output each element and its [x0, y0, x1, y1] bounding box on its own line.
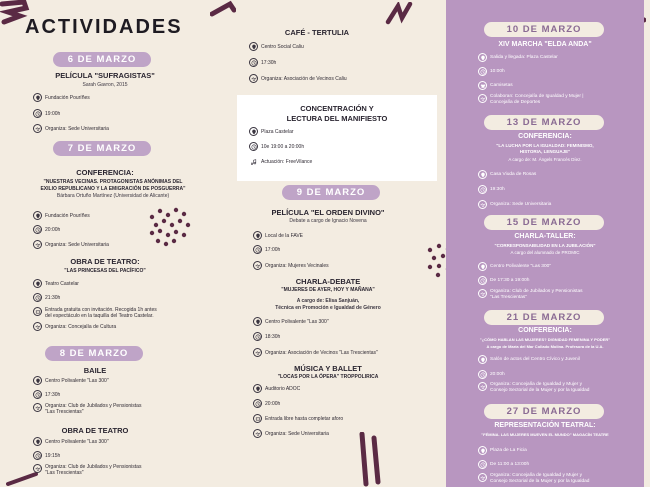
event-title: MÚSICA Y BALLET: [294, 364, 362, 373]
event-organizer: Organiza: Mujeres Vecinales: [253, 261, 329, 270]
event-place: Plaza Castelar: [249, 127, 294, 136]
event-organizer: Colaboran: Concejalía de Igualdad y Mujer | Concejalía de Deportes: [478, 94, 584, 106]
event-place: Fundación Pouríñes: [33, 93, 90, 102]
event-organizer: Organiza: Concejalía de Igualdad y Mujer y Consejo Sectorial de la Mujer y por la Igualdad: [478, 473, 589, 485]
ticket-icon: [253, 414, 262, 423]
event-title: CONFERENCIA:: [518, 133, 572, 140]
event-title: BAILE: [83, 366, 107, 375]
location-icon: [478, 53, 487, 62]
event-organizer: Organiza: Concejalía de Cultura: [33, 322, 116, 331]
event-music: Actuación: FreeVilance: [249, 157, 312, 166]
event-place: Casa Viuda de Rosas: [478, 170, 536, 179]
event-place: Centro Polivalente "Las 300": [253, 317, 329, 326]
event-place: Fundación Pouríñes: [33, 211, 90, 220]
event-time: 18:30h: [253, 332, 280, 341]
event-organizer: Organiza: Club de Jubilados y Pensionistas "Las Trescientas": [33, 403, 141, 415]
event-title: PELÍCULA "SUFRAGISTAS": [55, 71, 155, 80]
handshake-icon: [253, 261, 262, 270]
brush-stroke-decoration: [210, 0, 236, 18]
event-title: XIV MARCHA "ELDA ANDA": [498, 41, 592, 48]
event-organizer: Organiza: Club de Jubilados y Pensionistas "Las Trescientas": [478, 289, 583, 301]
location-icon: [33, 93, 42, 102]
event-organizer: Organiza: Sede Universitaria: [33, 240, 109, 249]
handshake-icon: [478, 382, 487, 391]
page-title: ACTIVIDADES: [25, 16, 183, 38]
location-icon: [478, 262, 487, 271]
handshake-icon: [33, 240, 42, 249]
handshake-icon: [478, 94, 487, 103]
event-time: 20:00h: [253, 399, 280, 408]
location-icon: [33, 376, 42, 385]
clock-icon: [478, 460, 487, 469]
handshake-icon: [33, 322, 42, 331]
event-title: CONFERENCIA:: [518, 327, 572, 334]
event-title: REPRESENTACIÓN TEATRAL:: [494, 422, 596, 429]
date-header-9-marzo: 9 DE MARZO: [282, 185, 380, 200]
handshake-icon: [249, 74, 258, 83]
event-speaker: A cargo de: Elisa Sanjuán,: [296, 298, 360, 304]
event-title: CAFÉ - TERTULIA: [284, 28, 350, 37]
dot-cluster-decoration: [146, 205, 196, 250]
event-time: 19:00h: [33, 109, 60, 118]
event-organizer: Organiza: Sede Universitaria: [478, 200, 551, 209]
event-title: OBRA DE TEATRO: [61, 426, 129, 435]
event-time: 10e 19:00 a 20:00h: [249, 142, 304, 151]
event-time: 20:00h: [478, 370, 505, 379]
clock-icon: [249, 58, 258, 67]
handshake-icon: [253, 348, 262, 357]
location-icon: [33, 437, 42, 446]
location-icon: [33, 279, 42, 288]
event-title: CONFERENCIA:: [76, 168, 134, 177]
event-organizer: Organiza: Concejalía de Igualdad y Mujer y Consejo Sectorial de la Mujer y por la Igualdad: [478, 382, 589, 394]
event-subtitle: EXILIO REPUBLICANO Y LA EMIGRACIÓN DE POSGUERRA": [40, 186, 186, 192]
event-subtitle: "CORRESPONSABILIDAD EN LA JUBILACIÓN": [494, 243, 596, 248]
clock-icon: [253, 399, 262, 408]
event-title: OBRA DE TEATRO:: [70, 257, 140, 266]
location-icon: [478, 446, 487, 455]
event-title: CONCENTRACIÓN Y: [300, 104, 374, 113]
event-time: 17:30h: [249, 58, 276, 67]
event-place: Centro Social Caliu: [249, 42, 304, 51]
shirt-icon: [478, 81, 487, 90]
event-time: 10:00h: [478, 67, 505, 76]
location-icon: [478, 355, 487, 364]
date-header-8-marzo: 8 DE MARZO: [45, 346, 143, 361]
clock-icon: [478, 370, 487, 379]
event-organizer: Organiza: Club de Jubilados y Pensionistas "Las Trescientas": [33, 464, 141, 476]
location-icon: [249, 42, 258, 51]
event-organizer: Organiza: Sede Universitaria: [253, 429, 329, 438]
clock-icon: [478, 67, 487, 76]
event-place: Auditorio ADOC: [253, 384, 300, 393]
event-place: Salón de actos del Centro Cívico y Juvenil: [478, 355, 580, 364]
date-header-6-marzo: 6 DE MARZO: [53, 52, 151, 67]
event-entry: Entrada gratuita con invitación. Recogida 1h antes del espectáculo en la taquilla del Teatro Castelar.: [33, 307, 157, 319]
handshake-icon: [478, 473, 487, 482]
event-gift: Camisetas: [478, 81, 513, 90]
location-icon: [253, 231, 262, 240]
event-time: 17:30h: [33, 390, 60, 399]
event-subtitle: "LOCAS POR LA ÓPERA" TROPPOLIRICA: [277, 374, 379, 380]
handshake-icon: [33, 403, 42, 412]
event-subtitle: "NUESTRAS VECINAS. PROTAGONISTAS ANÓNIMAS DEL: [43, 179, 183, 185]
date-header-21-marzo: 21 DE MARZO: [484, 310, 604, 325]
date-header-13-marzo: 13 DE MARZO: [484, 115, 604, 130]
event-title: CHARLA-TALLER:: [514, 233, 576, 240]
event-subtitle: "LAS PRINCESAS DEL PACÍFICO": [64, 268, 146, 274]
location-icon: [478, 170, 487, 179]
ticket-icon: [33, 307, 42, 316]
event-place: Local de la FAVE: [253, 231, 303, 240]
event-subtitle: Sarah Gavron, 2015: [82, 82, 128, 88]
event-subtitle: "FÉMINA. LAS MUJERES MUEVEN EL MUNDO" MAGACÍN TEATRE: [481, 432, 609, 437]
event-speaker: A cargo del alumnado de PROMIC: [510, 250, 580, 255]
clock-icon: [33, 109, 42, 118]
event-organizer: Organiza: Sede Universitaria: [33, 124, 109, 133]
date-header-7-marzo: 7 DE MARZO: [53, 141, 151, 156]
clock-icon: [33, 293, 42, 302]
clock-icon: [253, 332, 262, 341]
event-title: PELÍCULA "EL ORDEN DIVINO": [271, 208, 385, 217]
date-header-15-marzo: 15 DE MARZO: [484, 215, 604, 230]
music-note-icon: [249, 157, 258, 166]
event-place: Centro Polivalente "Las 300": [33, 437, 109, 446]
event-time: 17:00h: [253, 245, 280, 254]
clock-icon: [478, 276, 487, 285]
event-title: LECTURA DEL MANIFIESTO: [286, 114, 388, 123]
event-speaker: A cargo de: M. Ángels Francés Díez.: [508, 157, 582, 162]
clock-icon: [249, 142, 258, 151]
event-speaker: Técnica en Promoción e Igualdad de Género: [275, 305, 381, 311]
event-speaker: A cargo de María del Mar Collado Molina. Profesora de la U.A.: [486, 344, 604, 349]
location-icon: [253, 384, 262, 393]
clock-icon: [253, 245, 262, 254]
date-header-10-marzo: 10 DE MARZO: [484, 22, 604, 37]
handshake-icon: [33, 464, 42, 473]
event-speaker: Bárbara Ortuño Martínez (Universidad de Alicante): [56, 193, 170, 199]
event-subtitle: "MUJERES DE AYER, HOY Y MAÑANA": [281, 287, 375, 293]
clock-icon: [33, 451, 42, 460]
event-subtitle: "¿CÓMO HABLAN LAS MUJERES? DIGNIDAD FEMENINA Y PODER": [479, 337, 611, 342]
event-organizer: Organiza: Asociación de Vecinos Caliu: [249, 74, 347, 83]
event-subtitle: HISTORIA, LENGUAJE": [519, 149, 571, 154]
event-entry: Entrada libre hasta completar aforo: [253, 414, 343, 423]
brush-stroke-decoration: [384, 2, 414, 26]
handshake-icon: [253, 429, 262, 438]
event-title: CHARLA-DEBATE: [295, 277, 361, 286]
event-subtitle: Debate a cargo de Ignacio Novena: [289, 218, 367, 224]
event-time: De 11:00 a 13:00h: [478, 460, 529, 469]
clock-icon: [33, 225, 42, 234]
event-place: Teatro Castelar: [33, 279, 79, 288]
event-organizer: Organiza: Asociación de Vecinos "Las Trescientas": [253, 348, 378, 357]
handshake-icon: [33, 124, 42, 133]
event-time: De 17:30 a 19:00h: [478, 276, 529, 285]
handshake-icon: [478, 289, 487, 298]
brush-stroke-decoration: [356, 432, 386, 487]
event-place: Salida y llegada: Plaza Castelar: [478, 53, 558, 62]
event-time: 20:00h: [33, 225, 60, 234]
handshake-icon: [478, 200, 487, 209]
event-subtitle: "LA LUCHA POR LA IGUALDAD: FEMINISMO,: [496, 143, 594, 148]
event-place: Centro Polivalente "Las 300": [33, 376, 109, 385]
event-place: Plaza de La Ficia: [478, 446, 527, 455]
event-time: 19:30h: [478, 185, 505, 194]
location-icon: [249, 127, 258, 136]
location-icon: [253, 317, 262, 326]
event-time: 19:15h: [33, 451, 60, 460]
event-place: Centro Polivalente "Las 300": [478, 262, 551, 271]
location-icon: [33, 211, 42, 220]
clock-icon: [478, 185, 487, 194]
clock-icon: [33, 390, 42, 399]
date-header-27-marzo: 27 DE MARZO: [484, 404, 604, 419]
event-time: 21:30h: [33, 293, 60, 302]
